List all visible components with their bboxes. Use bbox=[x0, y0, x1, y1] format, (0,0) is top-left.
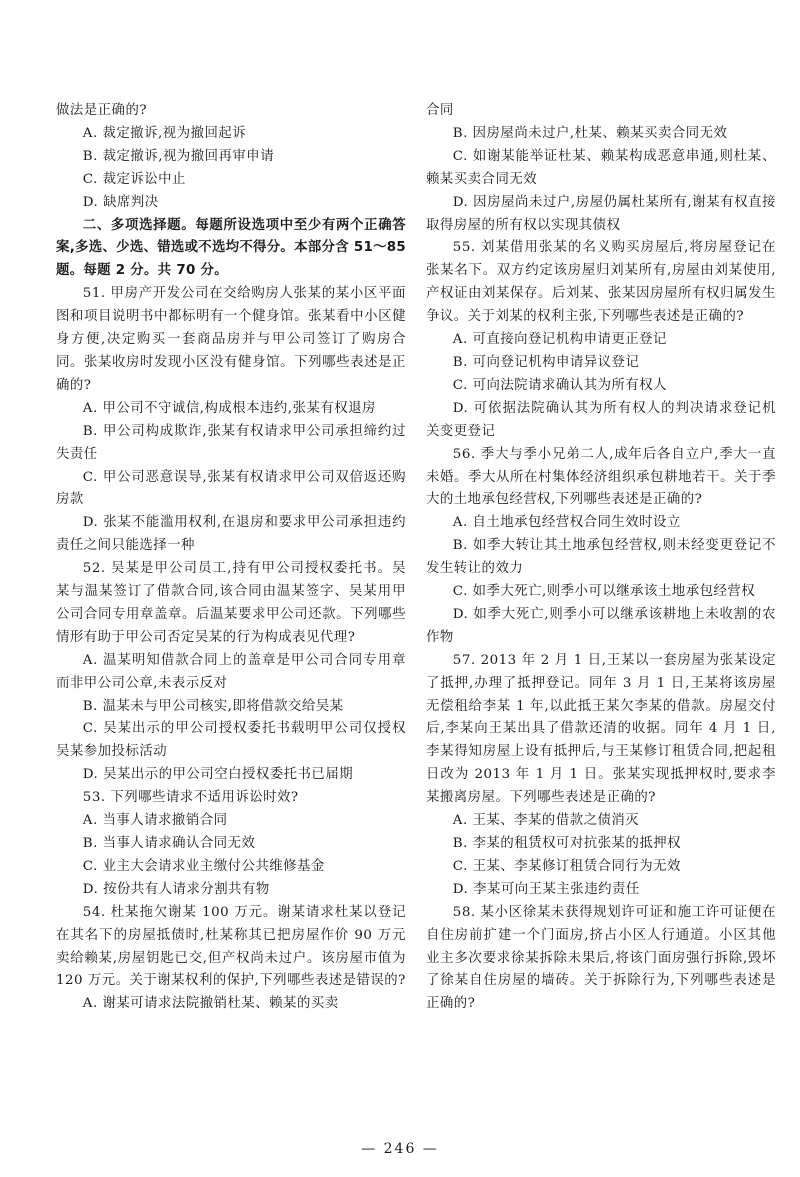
right-column-paragraph: C. 如谢某能举证杜某、赖某构成恶意串通,则杜某、赖某买卖合同无效 bbox=[426, 148, 776, 187]
page-number: — 246 — bbox=[361, 1141, 439, 1157]
left-column-paragraph: 做法是正确的? bbox=[56, 103, 148, 118]
left-column-paragraph: 54. 杜某拖欠谢某 100 万元。谢某请求杜某以登记在其名下的房屋抵债时,杜某称其已把房屋作价 90 万元卖给赖某,房屋钥匙已交,但产权尚未过户。该房屋市值为 120 万元。关于谢某权利的保护,下列哪些表述是错误的? bbox=[56, 904, 406, 989]
left-column-paragraph: A. 谢某可请求法院撤销杜某、赖某的买卖 bbox=[82, 996, 339, 1012]
left-column-paragraph: C. 甲公司恶意误导,张某有权请求甲公司双倍返还购房款 bbox=[56, 469, 406, 508]
right-column-paragraph: B. 李某的租赁权可对抗张某的抵押权 bbox=[452, 836, 682, 851]
right-column-paragraph: C. 可向法院请求确认其为所有权人 bbox=[452, 377, 668, 393]
left-column-paragraph: A. 温某明知借款合同上的盖章是甲公司合同专用章而非甲公司公章,未表示反对 bbox=[56, 652, 406, 691]
left-column-paragraph: D. 缺席判决 bbox=[82, 194, 159, 210]
right-column-paragraph: B. 因房屋尚未过户,杜某、赖某买卖合同无效 bbox=[452, 125, 728, 141]
right-column-paragraph: 合同 bbox=[426, 103, 454, 118]
left-column-paragraph: A. 裁定撤诉,视为撤回起诉 bbox=[82, 125, 247, 141]
right-column bbox=[426, 100, 776, 1016]
right-column-paragraph: 56. 季大与季小兄弟二人,成年后各自立户,季大一直未婚。季大从所在村集体经济组织承包耕地若干。关于季大的土地承包经营权,下列哪些表述是正确的? bbox=[426, 446, 776, 508]
left-column-paragraph: C. 裁定诉讼中止 bbox=[82, 171, 186, 187]
right-column-paragraph: A. 自土地承包经营权合同生效时设立 bbox=[452, 515, 681, 531]
right-column-paragraph: A. 王某、李某的借款之债消灭 bbox=[452, 813, 640, 829]
left-column-paragraph: A. 甲公司不守诚信,构成根本违约,张某有权退房 bbox=[82, 400, 376, 416]
left-column-paragraph: C. 业主大会请求业主缴付公共维修基金 bbox=[82, 858, 325, 874]
right-column-paragraph: C. 王某、李某修订租赁合同行为无效 bbox=[452, 858, 681, 874]
right-column-paragraph: D. 可依据法院确认其为所有权人的判决请求登记机关变更登记 bbox=[426, 400, 776, 439]
right-column-paragraph: C. 如季大死亡,则季小可以继承该土地承包经营权 bbox=[452, 584, 756, 600]
left-column-paragraph: 二、多项选择题。每题所设选项中至少有两个正确答案,多选、少选、错选或不选均不得分。本部分含 51～85 题。每题 2 分。共 70 分。 bbox=[56, 217, 407, 279]
left-column-paragraph: B. 甲公司构成欺诈,张某有权请求甲公司承担缔约过失责任 bbox=[56, 423, 406, 462]
left-column-paragraph: B. 当事人请求确认合同无效 bbox=[82, 836, 256, 851]
left-column-paragraph: C. 吴某出示的甲公司授权委托书载明甲公司仅授权吴某参加投标活动 bbox=[56, 721, 406, 760]
right-column-paragraph: 58. 某小区徐某未获得规划许可证和施工许可证便在自住房前扩建一个门面房,挤占小区人行通道。小区其他业主多次要求徐某拆除未果后,将该门面房强行拆除,毁坏了徐某自住房屋的墙砖。关于拆除行为,下列哪些表述是正确的? bbox=[426, 904, 776, 1012]
right-column-paragraph: D. 李某可向王某主张违约责任 bbox=[452, 881, 640, 897]
left-column-paragraph: B. 温某未与甲公司核实,即将借款交给吴某 bbox=[82, 698, 344, 714]
left-column-paragraph: 53. 下列哪些请求不适用诉讼时效? bbox=[82, 790, 299, 806]
left-column bbox=[56, 100, 406, 1016]
left-column-paragraph: D. 吴某出示的甲公司空白授权委托书已届期 bbox=[82, 767, 354, 783]
right-column-paragraph: 57. 2013 年 2 月 1 日,王某以一套房屋为张某设定了抵押,办理了抵押登记。同年 3 月 1 日,王某将该房屋无偿租给李某 1 年,以此抵王某欠李某的借款。房屋交付后,李某向王某出具了借款还清的收据。同年 4 月 1 日,李某得知房屋上设有抵押后,与王某修订租赁合同,把起租日改为 2013 年 1 月 1 日。张某实现抵押权时,要求李某搬离房屋。下列哪些表述是正确的? bbox=[426, 652, 776, 806]
left-column-paragraph: 52. 吴某是甲公司员工,持有甲公司授权委托书。吴某与温某签订了借款合同,该合同由温某签字、吴某用甲公司合同专用章盖章。后温某要求甲公司还款。下列哪些情形有助于甲公司否定吴某的行为构成表见代理? bbox=[56, 561, 406, 645]
left-column-paragraph: B. 裁定撤诉,视为撤回再审申请 bbox=[82, 148, 275, 164]
left-column-paragraph: D. 张某不能滥用权利,在退房和要求甲公司承担违约责任之间只能选择一种 bbox=[56, 515, 406, 554]
left-column-paragraph: D. 按份共有人请求分割共有物 bbox=[82, 881, 270, 897]
right-column-paragraph: B. 可向登记机构申请异议登记 bbox=[452, 354, 640, 370]
left-column-paragraph: 51. 甲房产开发公司在交给购房人张某的某小区平面图和项目说明书中都标明有一个健身馆。张某看中小区健身方便,决定购买一套商品房并与甲公司签订了购房合同。张某收房时发现小区没有健身馆。下列哪些表述是正确的? bbox=[56, 286, 406, 393]
right-column-paragraph: D. 因房屋尚未过户,房屋仍属杜某所有,谢某有权直接取得房屋的所有权以实现其债权 bbox=[426, 194, 776, 233]
left-column-paragraph: A. 当事人请求撤销合同 bbox=[82, 813, 228, 829]
right-column-paragraph: B. 如季大转让其土地承包经营权,则未经变更登记不发生转让的效力 bbox=[426, 538, 776, 577]
right-column-paragraph: A. 可直接向登记机构申请更正登记 bbox=[452, 332, 667, 348]
right-column-paragraph: 55. 刘某借用张某的名义购买房屋后,将房屋登记在张某名下。双方约定该房屋归刘某所有,房屋由刘某使用,产权证由刘某保存。后刘某、张某因房屋所有权归属发生争议。关于刘某的权利主张,下列哪些表述是正确的? bbox=[426, 240, 776, 325]
right-column-paragraph: D. 如季大死亡,则季小可以继承该耕地上未收割的农作物 bbox=[426, 606, 776, 645]
